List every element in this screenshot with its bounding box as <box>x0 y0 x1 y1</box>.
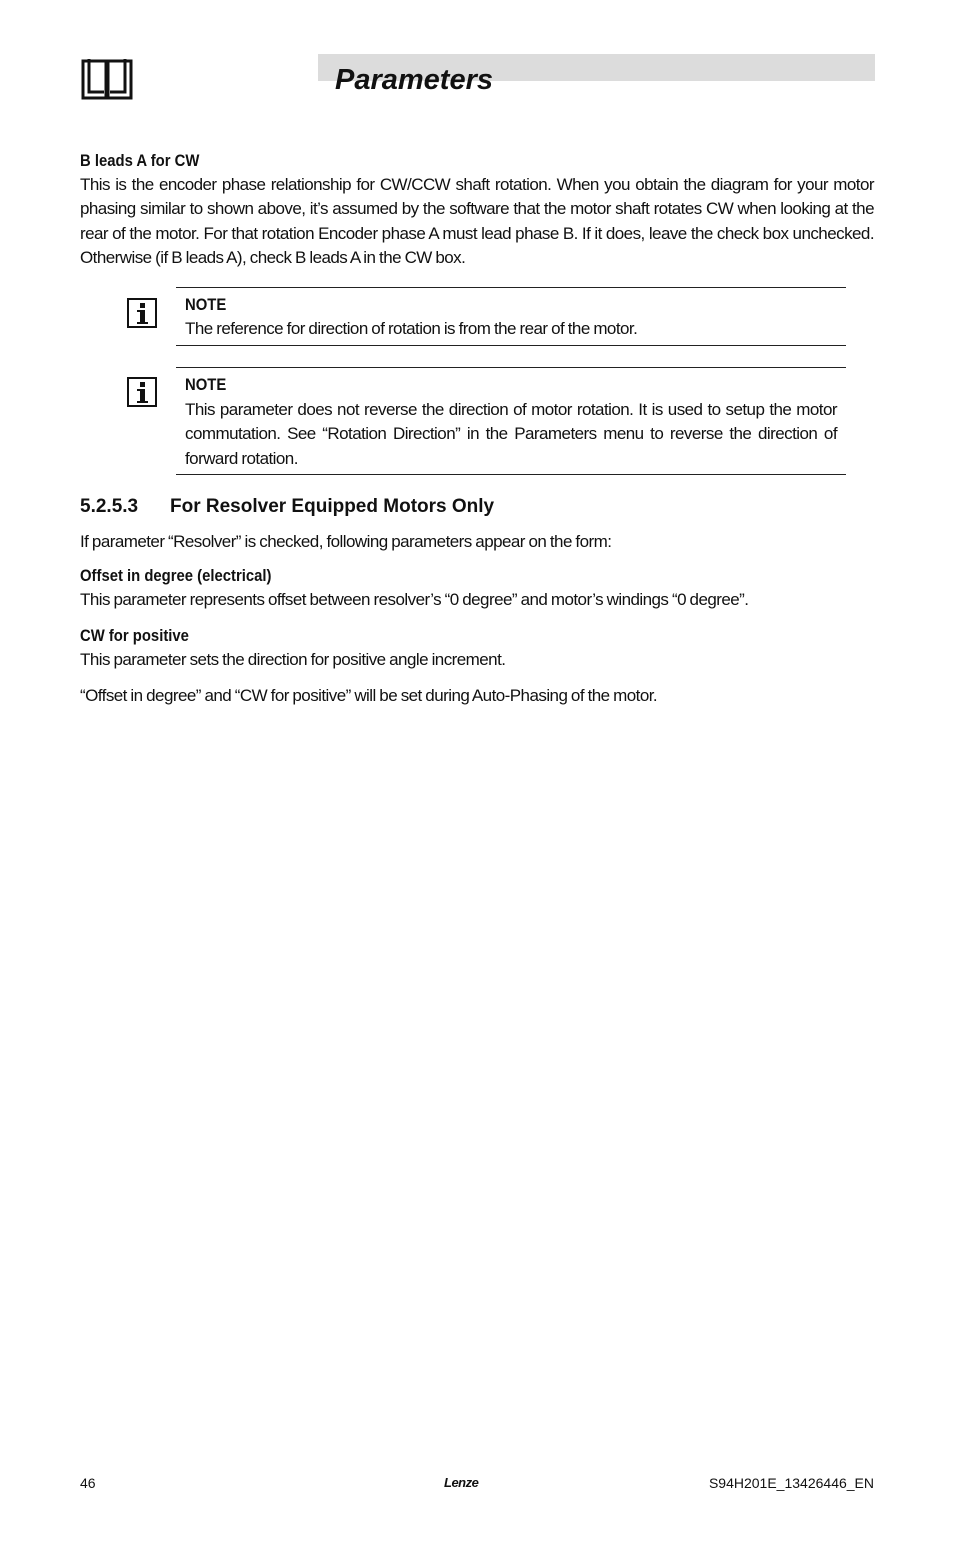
subheading-offset: Offset in degree (electrical) <box>80 567 272 585</box>
subheading-b-leads-a: B leads A for CW <box>80 152 200 170</box>
closing-note <box>80 684 874 708</box>
section-offset <box>80 564 874 612</box>
note-heading: NOTE <box>185 296 227 314</box>
paragraph-closing: “Offset in degree” and “CW for positive” will be set during Auto-Phasing of the motor. <box>80 686 658 705</box>
paragraph-cw-positive: This parameter sets the direction for positive angle increment. <box>80 650 506 669</box>
info-icon <box>127 298 157 328</box>
manual-book-icon <box>80 56 134 100</box>
note-box-2 <box>176 367 846 475</box>
note-text: The reference for direction of rotation is from the rear of the motor. <box>185 319 638 338</box>
page-number: 46 <box>80 1475 96 1491</box>
subheading-cw-positive: CW for positive <box>80 627 189 645</box>
brand-logo: Lenze <box>444 1475 479 1490</box>
section-heading <box>80 494 494 520</box>
note-text: This parameter does not reverse the direction of motor rotation. It is used to setup the motor commutation. See “Rotation Direction” in the Parameters menu to reverse the direction of forward rotation. <box>185 400 837 468</box>
section-number: 5.2.5.3 <box>80 496 139 517</box>
paragraph-resolver-intro: If parameter “Resolver” is checked, following parameters appear on the form: <box>80 532 612 551</box>
section-b-leads-a <box>80 149 874 270</box>
section-cw-positive <box>80 624 874 672</box>
resolver-intro <box>80 530 874 554</box>
document-id: S94H201E_13426446_EN <box>708 1475 874 1491</box>
page-title: Parameters <box>335 64 493 96</box>
note-box-1 <box>176 287 846 346</box>
note-heading: NOTE <box>185 376 227 394</box>
section-title: For Resolver Equipped Motors Only <box>170 496 495 517</box>
paragraph-b-leads-a: This is the encoder phase relationship for CW/CCW shaft rotation. When you obtain the diagram for your motor phasing similar to shown above, it’s assumed by the software that the motor shaft rotates CW when looking at the rear of the motor. For that rotation Encoder phase A must lead phase B. If it does, leave the check box unchecked. Otherwise (if B leads A), check B leads A in the CW box. <box>80 175 874 267</box>
paragraph-offset: This parameter represents offset between resolver’s “0 degree” and motor’s windings “0 degree”. <box>80 590 749 609</box>
info-icon <box>127 377 157 407</box>
